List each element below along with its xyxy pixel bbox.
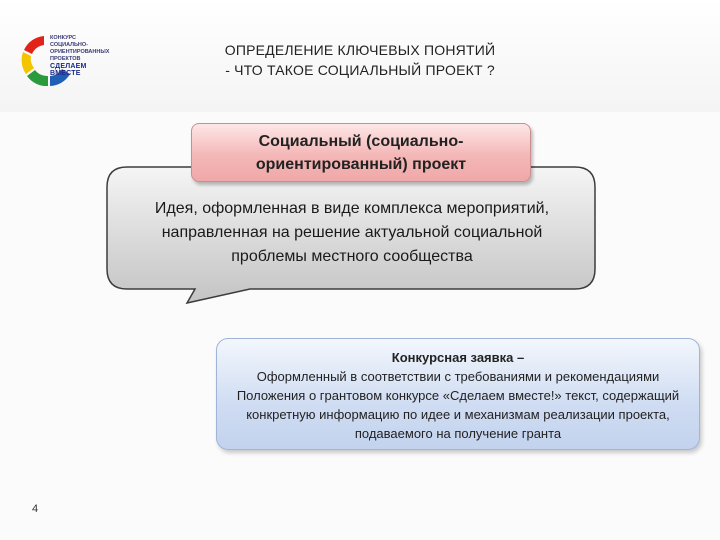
slide-title-line-2: - ЧТО ТАКОЕ СОЦИАЛЬНЫЙ ПРОЕКТ ? (225, 62, 495, 78)
contest-logo (18, 28, 110, 92)
project-term-heading: Социальный (социально-ориентированный) проект (255, 132, 467, 173)
project-term-box (191, 123, 531, 182)
page-number: 4 (32, 503, 39, 515)
logo-wordmark (50, 35, 108, 77)
slide-title (200, 40, 520, 80)
logo-line-1: КОНКУРС СОЦИАЛЬНО- (50, 35, 89, 48)
application-definition: Оформленный в соответствии с требованиями и рекомендациями Положения о грантовом конкурсе «Сделаем вместе!» текст, содержащий конкретную информацию по идее и механизмам реализации проекта, подаваемого на получение гранта (236, 369, 680, 441)
application-term-heading: Конкурсная заявка – (391, 350, 525, 365)
logo-line-2: ОРИЕНТИРОВАННЫХ ПРОЕКТОВ (50, 49, 110, 62)
application-box (216, 338, 700, 450)
project-definition: Идея, оформленная в виде комплекса мероприятий, направленная на решение актуальной социальной проблемы местного сообщества (154, 200, 550, 265)
logo-line-3: СДЕЛАЕМ ВМЕСТЕ (50, 63, 87, 77)
slide-title-line-1: ОПРЕДЕЛЕНИЕ КЛЮЧЕВЫХ ПОНЯТИЙ (224, 42, 496, 58)
